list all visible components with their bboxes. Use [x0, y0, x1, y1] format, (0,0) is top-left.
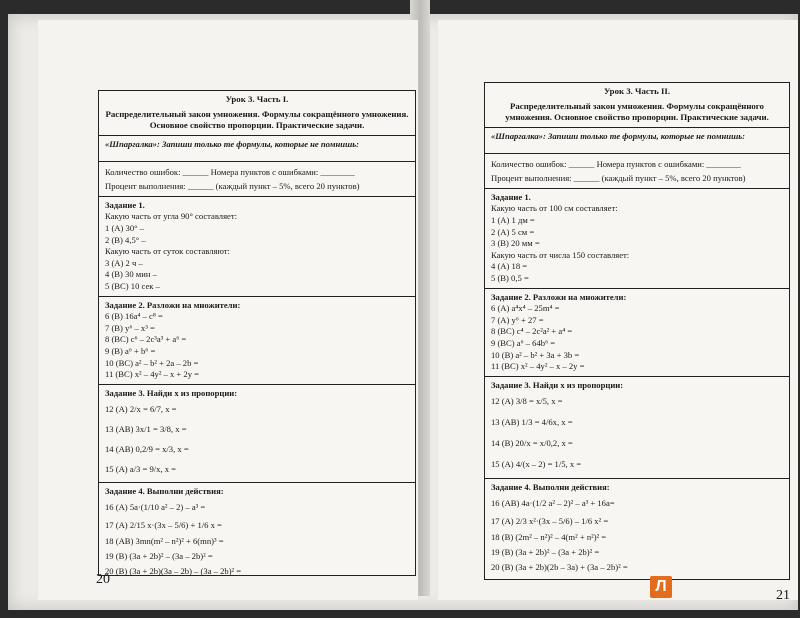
left-task2-line: 9 (В) a⁶ + b⁶ = [105, 345, 156, 356]
left-task3-line: 14 (АВ) 0,2/9 = x/3, x = [105, 444, 189, 455]
right-task3 [485, 377, 789, 480]
right-topic: Распределительный закон умножения. Формулы сокращённого умножения. Основное свойство пропорции. Практические задачи. [505, 100, 769, 123]
right-task4-line: 20 (В) (3a + 2b)(2b – 3a) + (3a – 2b)² = [491, 561, 628, 572]
right-task2-line: 8 (ВС) c⁴ – 2c²a² + a⁴ = [491, 326, 573, 337]
right-task2-line: 9 (ВС) a⁶ – 64b⁶ = [491, 337, 556, 348]
right-task3-title: Задание 3. Найди x из пропорции: [491, 379, 624, 390]
right-task1 [485, 189, 789, 289]
left-task4-line: 19 (В) (3a + 2b)² – (3a – 2b)² = [105, 550, 213, 561]
left-page [38, 20, 418, 600]
left-percent: Процент выполнения: ______ (каждый пункт – 5%, всего 20 пунктов) [105, 180, 360, 191]
right-task3-line: 14 (В) 20/x = x/0,2, x = [491, 438, 573, 449]
left-task1-line: 5 (ВС) 10 сек – [105, 280, 160, 291]
right-tip: «Шпаргалка»: Запиши только те формулы, которые не помнишь: [485, 128, 789, 154]
right-task2-line: 6 (А) a⁴x⁴ – 25m⁴ = [491, 303, 560, 314]
right-task2-title: Задание 2. Разложи на множители: [491, 291, 627, 302]
left-worksheet [98, 90, 416, 576]
left-errors-count: Количество ошибок: ______ Номера пунктов с ошибками: ________ [105, 166, 355, 177]
right-task2-line: 11 (ВС) x² – 4y² – x – 2y = [491, 361, 585, 372]
right-task1-line: 1 (А) 1 дм = [491, 214, 535, 225]
right-task4-line: 16 (АВ) 4a·(1/2 a² – 2)² – a³ + 16a= [491, 497, 615, 508]
right-task4-line: 19 (В) (3a + 2b)² – (3a + 2b)² = [491, 546, 600, 557]
right-task1-line: 4 (А) 18 = [491, 261, 528, 272]
right-task4-line: 17 (А) 2/3 x²·(3x – 5/6) – 1/6 x² = [491, 515, 609, 526]
left-task4-line: 17 (А) 2/15 x·(3x – 5/6) + 1/6 x = [105, 519, 222, 530]
right-task2 [485, 289, 789, 377]
right-task4-line: 18 (В) (2m² – n²)² – 4(m² + n²)² = [491, 531, 607, 542]
right-task1-title: Задание 1. [491, 191, 531, 202]
right-task1-line: Какую часть от числа 150 составляет: [491, 249, 630, 260]
right-task1-line: 3 (В) 20 мм = [491, 238, 540, 249]
left-task2-line: 10 (ВС) a² – b² + 2a – 2b = [105, 357, 199, 368]
left-task2-line: 11 (ВС) x² – 4y² – x + 2y = [105, 369, 200, 380]
right-errors-count: Количество ошибок: ______ Номера пунктов с ошибками: ________ [491, 158, 741, 169]
right-worksheet [484, 82, 790, 580]
left-task1 [99, 197, 415, 297]
right-task3-line: 13 (АВ) 1/3 = 4/6x, x = [491, 417, 573, 428]
left-task1-line: 1 (А) 30° – [105, 222, 144, 233]
left-task4-title: Задание 4. Выполни действия: [105, 486, 224, 497]
right-task3-line: 12 (А) 3/8 = x/5, x = [491, 396, 563, 407]
left-task4 [99, 483, 415, 582]
right-page [438, 20, 798, 600]
right-task4 [485, 479, 789, 578]
left-task3-line: 13 (АВ) 3x/1 = 3/8, x = [105, 424, 187, 435]
right-percent: Процент выполнения: ______ (каждый пункт – 5%, всего 20 пунктов) [491, 172, 746, 183]
left-page-number: 20 [96, 572, 110, 587]
right-task2-line: 10 (В) a² – b² + 3a + 3b = [491, 349, 580, 360]
left-task2 [99, 297, 415, 385]
left-topic: Распределительный закон умножения. Формулы сокращённого умножения. Основное свойство пропорции. Практические задачи. [105, 108, 409, 131]
left-task3 [99, 385, 415, 484]
left-task1-title: Задание 1. [105, 199, 145, 210]
right-task2-line: 7 (А) y⁶ + 27 = [491, 314, 544, 325]
left-task1-line: 4 (В) 30 мин – [105, 269, 157, 280]
right-lesson-title: Урок 3. Часть II. [603, 86, 671, 96]
left-task2-line: 8 (ВС) c⁶ – 2c³a³ + a⁶ = [105, 334, 187, 345]
right-task1-line: Какую часть от 100 см составляет: [491, 203, 618, 214]
publisher-logo: Л [650, 576, 672, 598]
left-task2-title: Задание 2. Разложи на множители: [105, 299, 241, 310]
right-meta [485, 154, 789, 189]
left-meta [99, 162, 415, 197]
right-task4-title: Задание 4. Выполни действия: [491, 482, 610, 493]
left-task1-line: Какую часть от суток составляют: [105, 246, 230, 257]
left-header [99, 91, 415, 136]
left-task3-line: 12 (А) 2/x = 6/7, x = [105, 404, 177, 415]
left-task1-line: 2 (В) 4,5° – [105, 234, 146, 245]
right-page-number: 21 [776, 588, 790, 603]
left-tip: «Шпаргалка»: Запиши только те формулы, которые не помнишь: [99, 136, 415, 162]
right-header [485, 83, 789, 128]
left-task4-line: 16 (А) 5a·(1/10 a² – 2) – a³ = [105, 501, 206, 512]
left-task4-line: 18 (АВ) 3mn(m² – n²)² + 6(mn)³ = [105, 535, 224, 546]
left-task1-line: Какую часть от угла 90° составляет: [105, 211, 237, 222]
left-task1-line: 3 (А) 2 ч – [105, 257, 143, 268]
left-task3-title: Задание 3. Найди x из пропорции: [105, 387, 238, 398]
left-lesson-title: Урок 3. Часть I. [225, 94, 289, 104]
right-task1-line: 5 (В) 0,5 = [491, 272, 529, 283]
left-task2-line: 7 (В) y⁶ – x³ = [105, 322, 155, 333]
left-task3-line: 15 (А) a/3 = 9/x, x = [105, 464, 177, 475]
right-task1-line: 2 (А) 5 см = [491, 226, 535, 237]
right-task3-line: 15 (А) 4/(x – 2) = 1/5, x = [491, 459, 582, 470]
left-task2-line: 6 (В) 16a⁴ – c⁸ = [105, 311, 163, 322]
left-task4-line: 20 (В) (3a + 2b)(3a – 2b) – (3a – 2b)² = [105, 565, 242, 576]
